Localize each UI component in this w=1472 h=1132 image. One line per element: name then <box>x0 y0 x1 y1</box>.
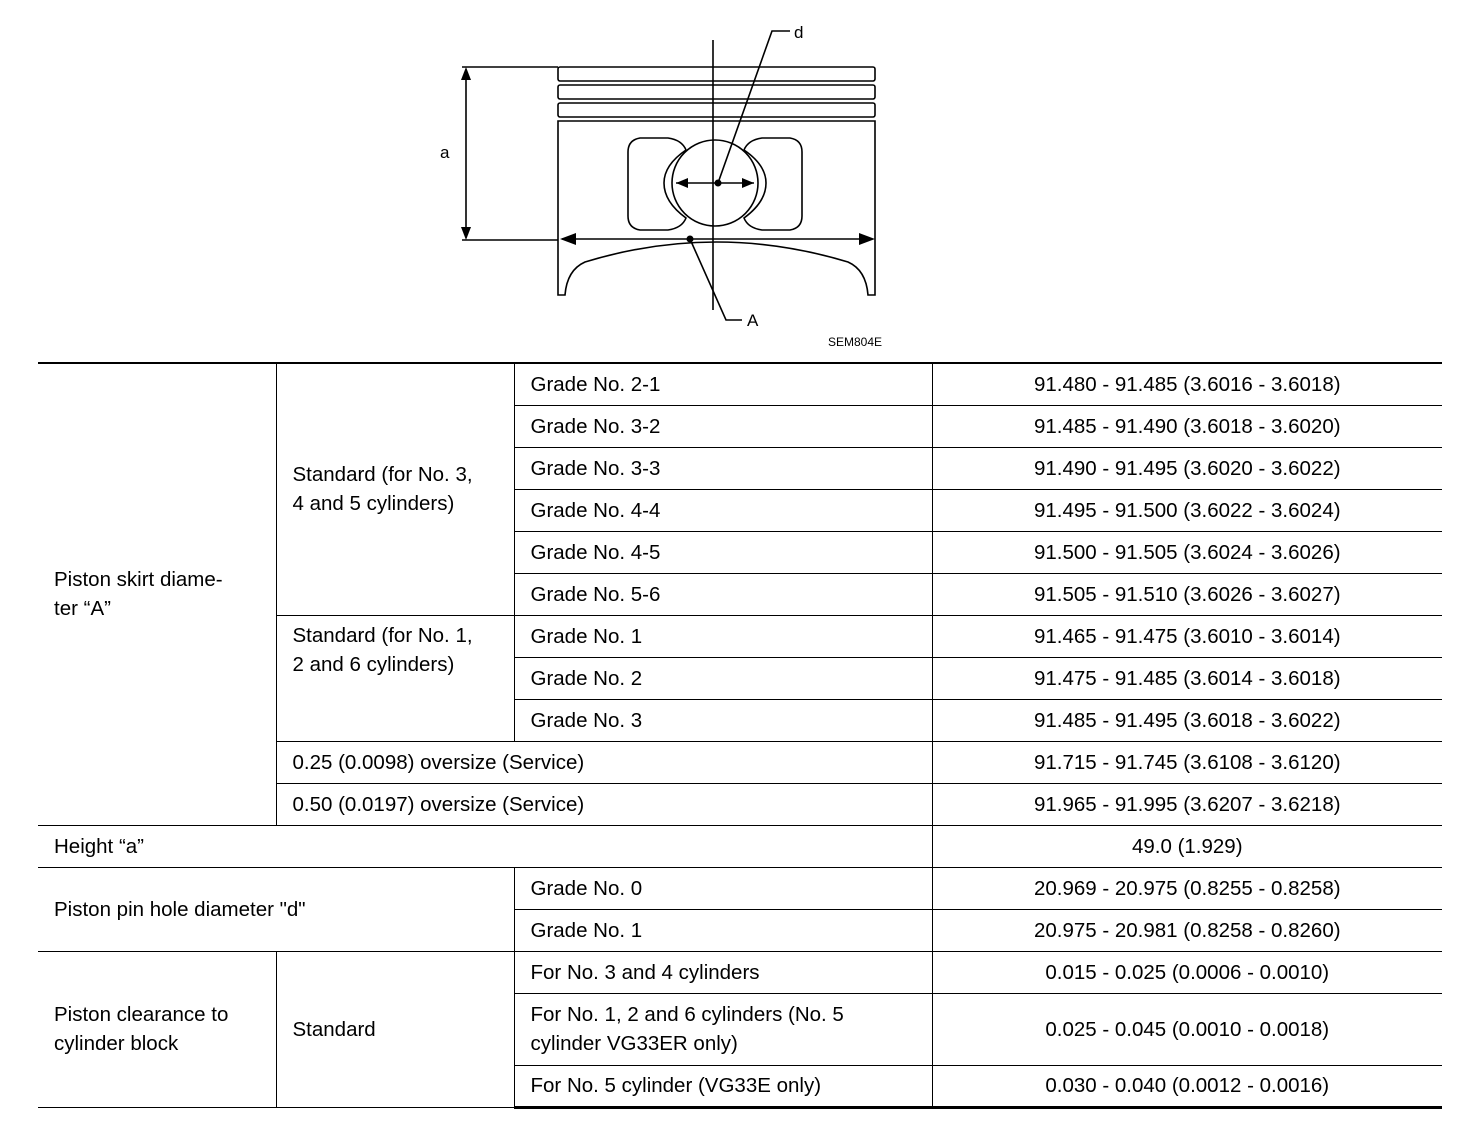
table-row <box>38 951 1442 993</box>
piston-ring-2 <box>558 85 875 99</box>
standard-group-b-label: Standard (for No. 1, 2 and 6 cylinders) <box>276 615 514 741</box>
leader-d <box>718 31 790 183</box>
piston-spec-table <box>38 362 1442 1109</box>
leader-A <box>690 239 742 320</box>
pin-hole-diameter-label: Piston pin hole diameter "d" <box>38 867 514 951</box>
grade-cell: Grade No. 3-2 <box>514 405 932 447</box>
oversize-label: 0.25 (0.0098) oversize (Service) <box>276 741 932 783</box>
standard-group-a-label: Standard (for No. 3, 4 and 5 cylinders) <box>276 363 514 615</box>
clearance-standard-label: Standard <box>276 951 514 1107</box>
grade-cell: Grade No. 5-6 <box>514 573 932 615</box>
value-cell: 91.505 - 91.510 (3.6026 - 3.6027) <box>932 573 1442 615</box>
value-cell: 0.030 - 0.040 (0.0012 - 0.0016) <box>932 1065 1442 1107</box>
oversize-label: 0.50 (0.0197) oversize (Service) <box>276 783 932 825</box>
condition-cell: For No. 3 and 4 cylinders <box>514 951 932 993</box>
grade-cell: Grade No. 2-1 <box>514 363 932 405</box>
grade-cell: Grade No. 3 <box>514 699 932 741</box>
piston-ring-1 <box>558 67 875 81</box>
value-cell: 91.490 - 91.495 (3.6020 - 3.6022) <box>932 447 1442 489</box>
value-cell: 49.0 (1.929) <box>932 825 1442 867</box>
value-cell: 91.495 - 91.500 (3.6022 - 3.6024) <box>932 489 1442 531</box>
label-a: a <box>440 143 450 162</box>
value-cell: 91.965 - 91.995 (3.6207 - 3.6218) <box>932 783 1442 825</box>
value-cell: 91.715 - 91.745 (3.6108 - 3.6120) <box>932 741 1442 783</box>
grade-cell: Grade No. 1 <box>514 615 932 657</box>
grade-cell: Grade No. 4-5 <box>514 531 932 573</box>
grade-cell: Grade No. 2 <box>514 657 932 699</box>
table-row <box>38 363 1442 405</box>
table-row <box>38 825 1442 867</box>
condition-cell: For No. 5 cylinder (VG33E only) <box>514 1065 932 1107</box>
piston-diagram <box>0 0 1472 360</box>
piston-clearance-label: Piston clearance to cylinder block <box>38 951 276 1107</box>
label-d: d <box>794 23 804 42</box>
label-A: A <box>747 311 759 330</box>
value-cell: 91.480 - 91.485 (3.6016 - 3.6018) <box>932 363 1442 405</box>
value-cell: 91.465 - 91.475 (3.6010 - 3.6014) <box>932 615 1442 657</box>
figure-code: SEM804E <box>828 335 883 349</box>
grade-cell: Grade No. 0 <box>514 867 932 909</box>
value-cell: 0.025 - 0.045 (0.0010 - 0.0018) <box>932 993 1442 1065</box>
piston-skirt-diameter-label: Piston skirt diame- ter “A” <box>38 363 276 825</box>
grade-cell: Grade No. 4-4 <box>514 489 932 531</box>
pin-boss-left <box>628 138 686 230</box>
value-cell: 0.015 - 0.025 (0.0006 - 0.0010) <box>932 951 1442 993</box>
grade-cell: Grade No. 1 <box>514 909 932 951</box>
height-label: Height “a” <box>38 825 932 867</box>
grade-cell: Grade No. 3-3 <box>514 447 932 489</box>
condition-cell: For No. 1, 2 and 6 cylinders (No. 5 cylinder VG33ER only) <box>514 993 932 1065</box>
value-cell: 91.475 - 91.485 (3.6014 - 3.6018) <box>932 657 1442 699</box>
piston-ring-3 <box>558 103 875 117</box>
value-cell: 91.485 - 91.495 (3.6018 - 3.6022) <box>932 699 1442 741</box>
value-cell: 20.969 - 20.975 (0.8255 - 0.8258) <box>932 867 1442 909</box>
value-cell: 20.975 - 20.981 (0.8258 - 0.8260) <box>932 909 1442 951</box>
table-row <box>38 867 1442 909</box>
pin-boss-right <box>744 138 802 230</box>
value-cell: 91.485 - 91.490 (3.6018 - 3.6020) <box>932 405 1442 447</box>
piston-body <box>558 121 875 295</box>
value-cell: 91.500 - 91.505 (3.6024 - 3.6026) <box>932 531 1442 573</box>
